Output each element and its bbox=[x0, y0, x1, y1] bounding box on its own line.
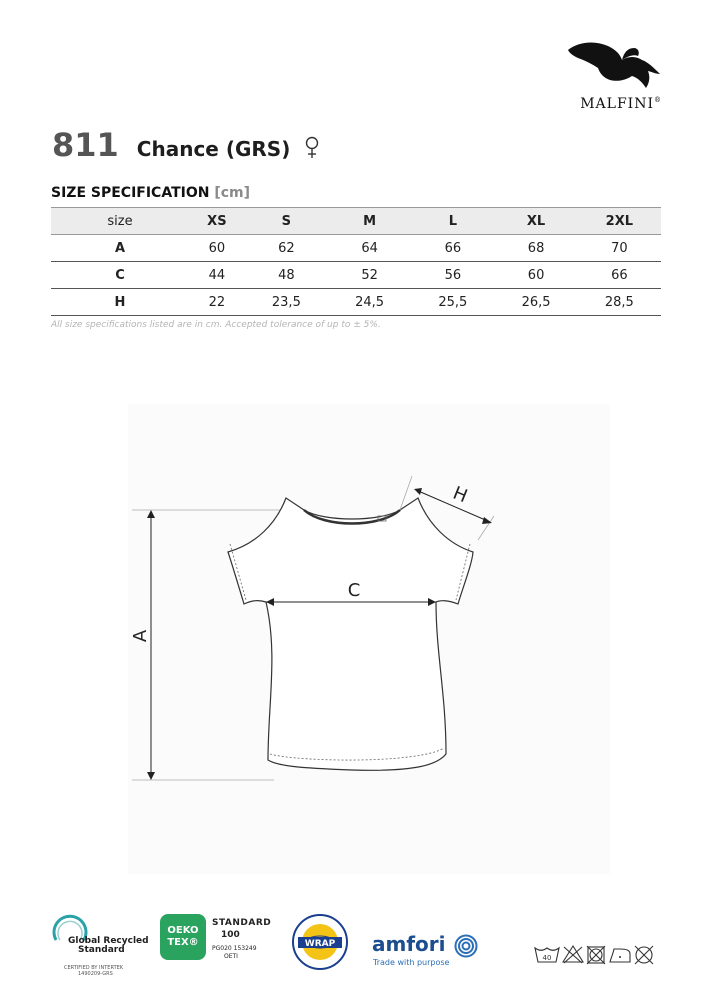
wrap-logo bbox=[288, 912, 352, 972]
size-table bbox=[51, 207, 661, 316]
table-cell: 22 bbox=[189, 289, 245, 316]
table-cell: 52 bbox=[328, 262, 411, 289]
table-row bbox=[51, 289, 661, 316]
dimension-label-c: C bbox=[347, 580, 361, 601]
no-bleach-icon bbox=[563, 946, 583, 963]
model-number: 811 bbox=[52, 126, 119, 164]
table-cell: 64 bbox=[328, 235, 411, 262]
table-cell: 26,5 bbox=[494, 289, 577, 316]
table-row bbox=[51, 262, 661, 289]
table-cell: 62 bbox=[245, 235, 328, 262]
oeko-tex-logo bbox=[160, 914, 270, 968]
product-title bbox=[52, 126, 320, 166]
grs-certified-by: CERTIFIED BY INTERTEK bbox=[64, 965, 124, 971]
amfori-ring-icon bbox=[454, 934, 478, 958]
column-header: size bbox=[51, 208, 189, 235]
amfori-logo bbox=[372, 932, 482, 972]
tshirt-drawing bbox=[128, 404, 610, 874]
table-cell: 60 bbox=[494, 262, 577, 289]
table-cell: 28,5 bbox=[578, 289, 661, 316]
grs-line1: Global Recycled bbox=[68, 936, 149, 946]
table-cell: 66 bbox=[411, 235, 494, 262]
amfori-tagline: Trade with purpose bbox=[373, 958, 450, 967]
oeko-line1: OEKO bbox=[167, 925, 199, 936]
table-cell: 48 bbox=[245, 262, 328, 289]
column-header: XL bbox=[494, 208, 577, 235]
malfini-logo bbox=[556, 38, 664, 118]
table-cell: 66 bbox=[578, 262, 661, 289]
row-label: H bbox=[51, 289, 189, 316]
grs-license: 1490209-GRS bbox=[78, 971, 113, 977]
oeko-institute: OETI bbox=[224, 953, 238, 960]
wrap-label: WRAP bbox=[304, 939, 336, 949]
garment-diagram bbox=[128, 404, 610, 874]
column-header: XS bbox=[189, 208, 245, 235]
row-label: A bbox=[51, 235, 189, 262]
table-row bbox=[51, 235, 661, 262]
table-cell: 70 bbox=[578, 235, 661, 262]
dimension-label-a: A bbox=[130, 629, 151, 643]
wash-40-icon bbox=[535, 948, 559, 962]
registered-mark: ® bbox=[654, 96, 662, 104]
tolerance-note: All size specifications listed are in cm. Accepted tolerance of up to ± 5%. bbox=[51, 320, 381, 330]
wash-temp: 40 bbox=[542, 954, 552, 962]
female-symbol-icon bbox=[304, 136, 320, 160]
dimension-label-h: H bbox=[449, 482, 471, 508]
iron-low-icon bbox=[610, 949, 630, 962]
size-spec-title: SIZE SPECIFICATION bbox=[51, 185, 210, 201]
table-cell: 68 bbox=[494, 235, 577, 262]
care-symbols bbox=[534, 944, 664, 966]
table-cell: 60 bbox=[189, 235, 245, 262]
size-spec-unit: [cm] bbox=[214, 185, 251, 201]
table-cell: 25,5 bbox=[411, 289, 494, 316]
oeko-code: PG020 153249 bbox=[212, 945, 257, 952]
no-tumble-dry-icon bbox=[587, 946, 605, 964]
grs-logo bbox=[50, 910, 150, 980]
oeko-line2: TEX® bbox=[167, 937, 199, 948]
certifications-footer bbox=[0, 900, 712, 1000]
wrap-badge-icon bbox=[288, 912, 352, 972]
column-header: M bbox=[328, 208, 411, 235]
table-cell: 56 bbox=[411, 262, 494, 289]
oeko-standard: STANDARD bbox=[212, 918, 272, 928]
table-cell: 23,5 bbox=[245, 289, 328, 316]
product-name: Chance (GRS) bbox=[136, 137, 291, 161]
no-dry-clean-icon bbox=[635, 946, 653, 964]
row-label: C bbox=[51, 262, 189, 289]
grs-line2: Standard bbox=[78, 945, 125, 955]
table-cell: 24,5 bbox=[328, 289, 411, 316]
table-header-row bbox=[51, 208, 661, 235]
table-cell: 44 bbox=[189, 262, 245, 289]
eagle-icon bbox=[564, 38, 664, 92]
column-header: L bbox=[411, 208, 494, 235]
column-header: S bbox=[245, 208, 328, 235]
brand-name: MALFINI bbox=[580, 96, 654, 112]
size-spec-heading bbox=[51, 185, 250, 201]
oeko-tex-badge bbox=[160, 914, 206, 960]
column-header: 2XL bbox=[578, 208, 661, 235]
amfori-name: amfori bbox=[372, 932, 446, 956]
oeko-number: 100 bbox=[221, 930, 240, 940]
